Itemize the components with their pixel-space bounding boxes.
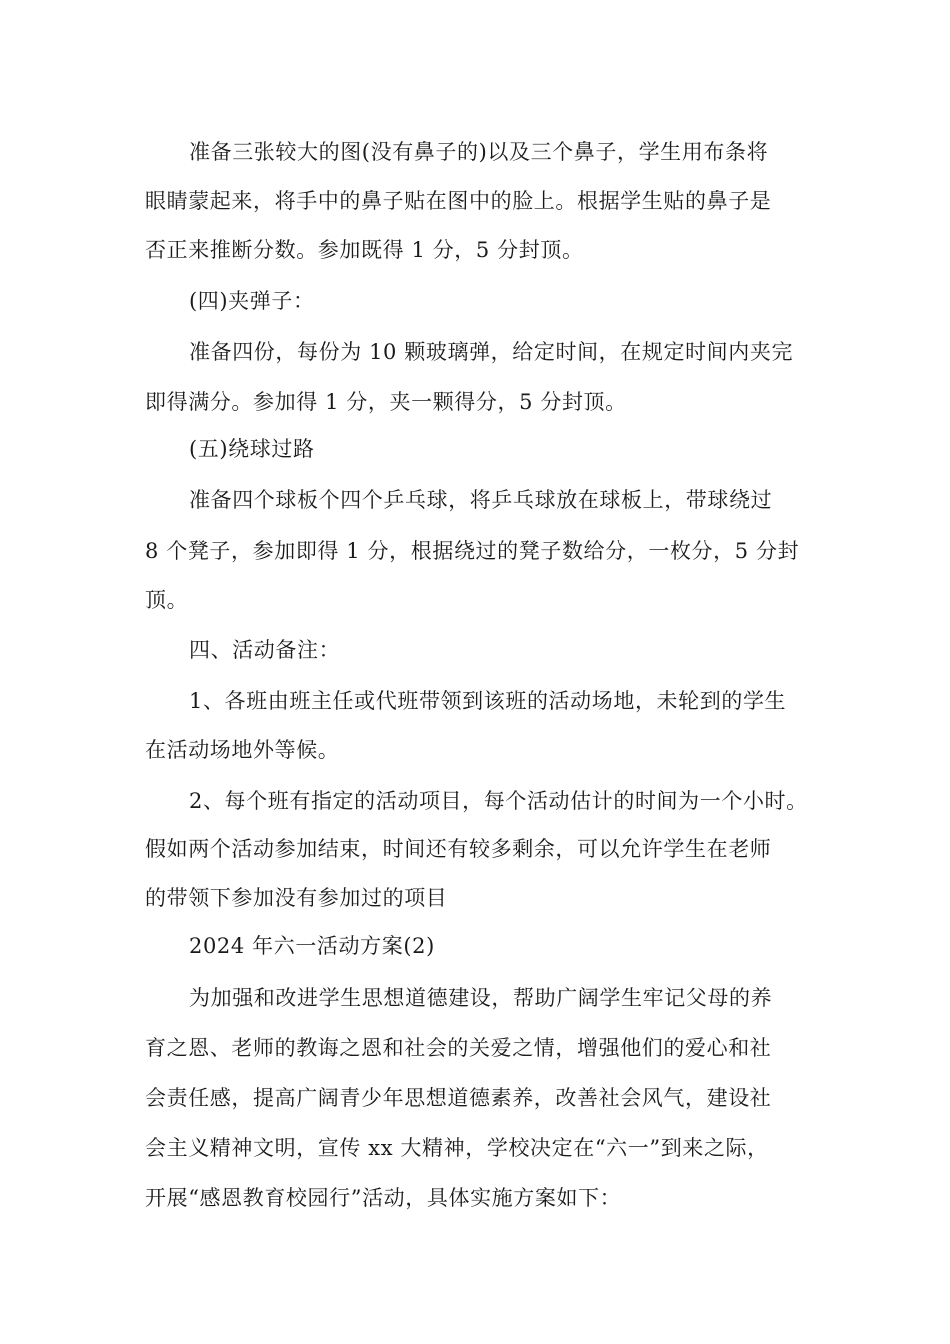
paragraph-line: 会责任感，提高广阔青少年思想道德素养，改善社会风气，建设社 bbox=[145, 1086, 772, 1110]
document-title: 2024 年六一活动方案(2) bbox=[189, 934, 435, 958]
paragraph-line: 准备四个球板个四个乒乓球，将乒乓球放在球板上，带球绕过 bbox=[189, 488, 773, 512]
paragraph-line: 即得满分。参加得 1 分，夹一颗得分，5 分封顶。 bbox=[145, 390, 627, 414]
section-heading: 四、活动备注： bbox=[189, 638, 341, 662]
paragraph-line: 在活动场地外等候。 bbox=[145, 738, 340, 762]
paragraph-line: 的带领下参加没有参加过的项目 bbox=[145, 886, 448, 910]
paragraph-line: 准备四份，每份为 10 颗玻璃弹，给定时间，在规定时间内夹完 bbox=[189, 340, 794, 364]
paragraph-line: 准备三张较大的图(没有鼻子的)以及三个鼻子，学生用布条将 bbox=[189, 140, 769, 164]
section-heading: (五)绕球过路 bbox=[189, 437, 315, 461]
paragraph-line: 眼睛蒙起来，将手中的鼻子贴在图中的脸上。根据学生贴的鼻子是 bbox=[145, 189, 772, 213]
paragraph-line: 1、各班由班主任或代班带领到该班的活动场地，未轮到的学生 bbox=[189, 689, 787, 713]
paragraph-line: 2、每个班有指定的活动项目，每个活动估计的时间为一个小时。 bbox=[189, 789, 808, 813]
paragraph-line: 顶。 bbox=[145, 588, 189, 612]
paragraph-line: 开展“感恩教育校园行”活动，具体实施方案如下： bbox=[145, 1186, 622, 1210]
paragraph-line: 否正来推断分数。参加既得 1 分，5 分封顶。 bbox=[145, 238, 584, 262]
paragraph-line: 会主义精神文明，宣传 xx 大精神，学校决定在“六一”到来之际， bbox=[145, 1136, 769, 1160]
section-heading: (四)夹弹子： bbox=[189, 289, 315, 313]
paragraph-line: 育之恩、老师的教诲之恩和社会的关爱之情，增强他们的爱心和社 bbox=[145, 1036, 772, 1060]
paragraph-line: 为加强和改进学生思想道德建设，帮助广阔学生牢记父母的养 bbox=[189, 986, 773, 1010]
paragraph-line: 8 个凳子，参加即得 1 分，根据绕过的凳子数给分，一枚分，5 分封 bbox=[145, 539, 800, 563]
paragraph-line: 假如两个活动参加结束，时间还有较多剩余，可以允许学生在老师 bbox=[145, 837, 772, 861]
